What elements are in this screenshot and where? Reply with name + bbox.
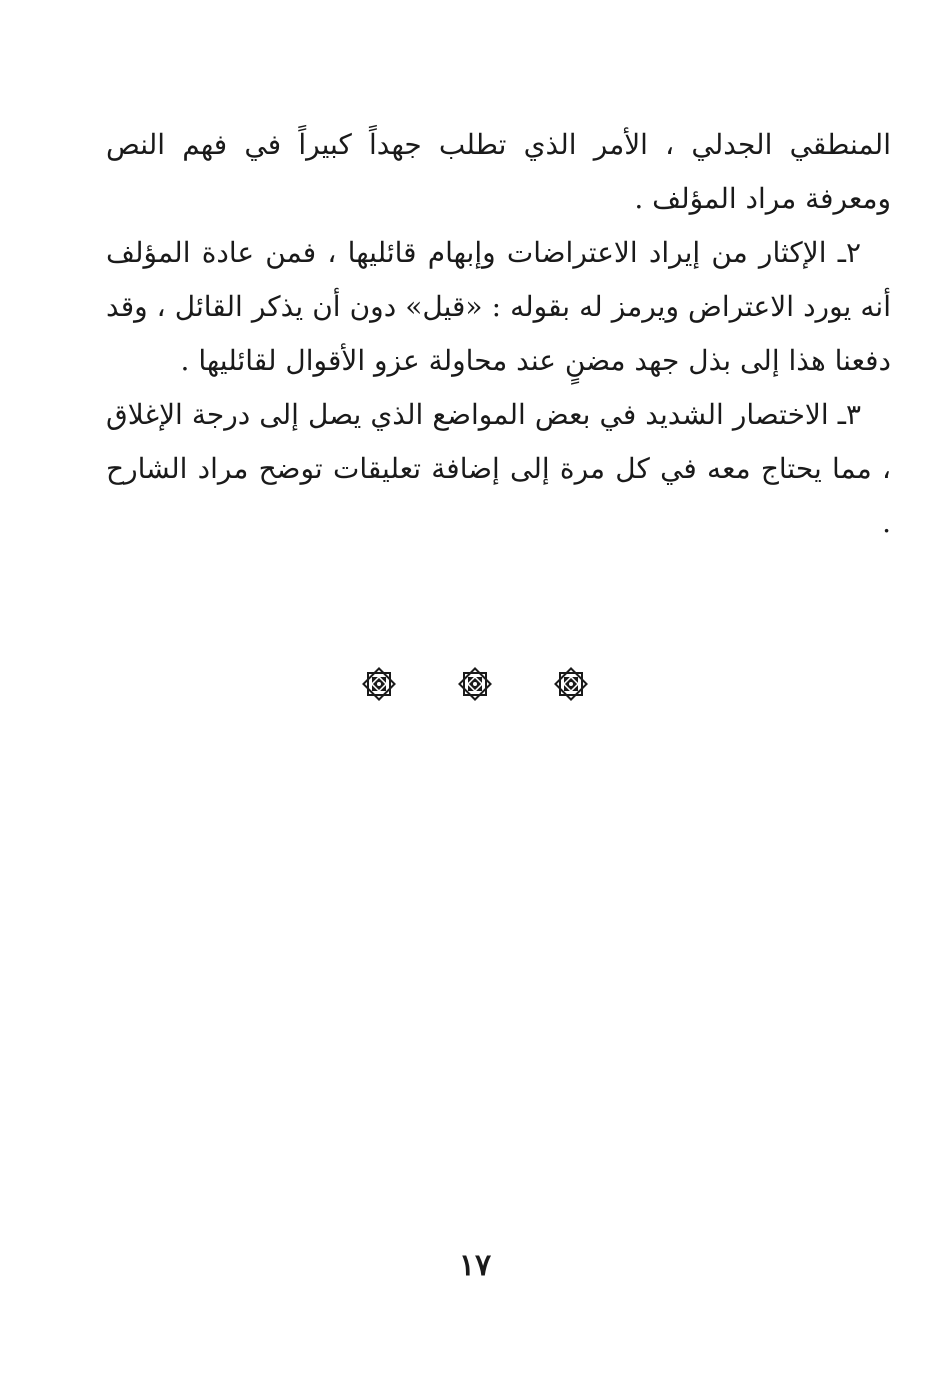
body-text (106, 118, 891, 550)
octagonal-star-ornament-icon (359, 664, 399, 704)
section-divider-ornaments (0, 664, 950, 704)
page-number: ١٧ (458, 1248, 492, 1283)
octagonal-star-ornament-icon (551, 664, 591, 704)
octagonal-star-ornament-icon (455, 664, 495, 704)
list-item-2: ٢ـ الإكثار من إيراد الاعتراضات وإبهام قائليها ، فمن عادة المؤلف أنه يورد الاعتراض ويرمز له بقوله : «قيل» دون أن يذكر القائل ، وقد دفعنا هذا إلى بذل جهد مضنٍ عند محاولة عزو الأقوال لقائليها . (106, 236, 891, 377)
paragraph-continuation: المنطقي الجدلي ، الأمر الذي تطلب جهداً كبيراً في فهم النص ومعرفة مراد المؤلف . (106, 128, 891, 215)
list-item-3: ٣ـ الاختصار الشديد في بعض المواضع الذي يصل إلى درجة الإغلاق ، مما يحتاج معه في كل مرة إلى إضافة تعليقات توضح مراد الشارح . (106, 398, 891, 539)
